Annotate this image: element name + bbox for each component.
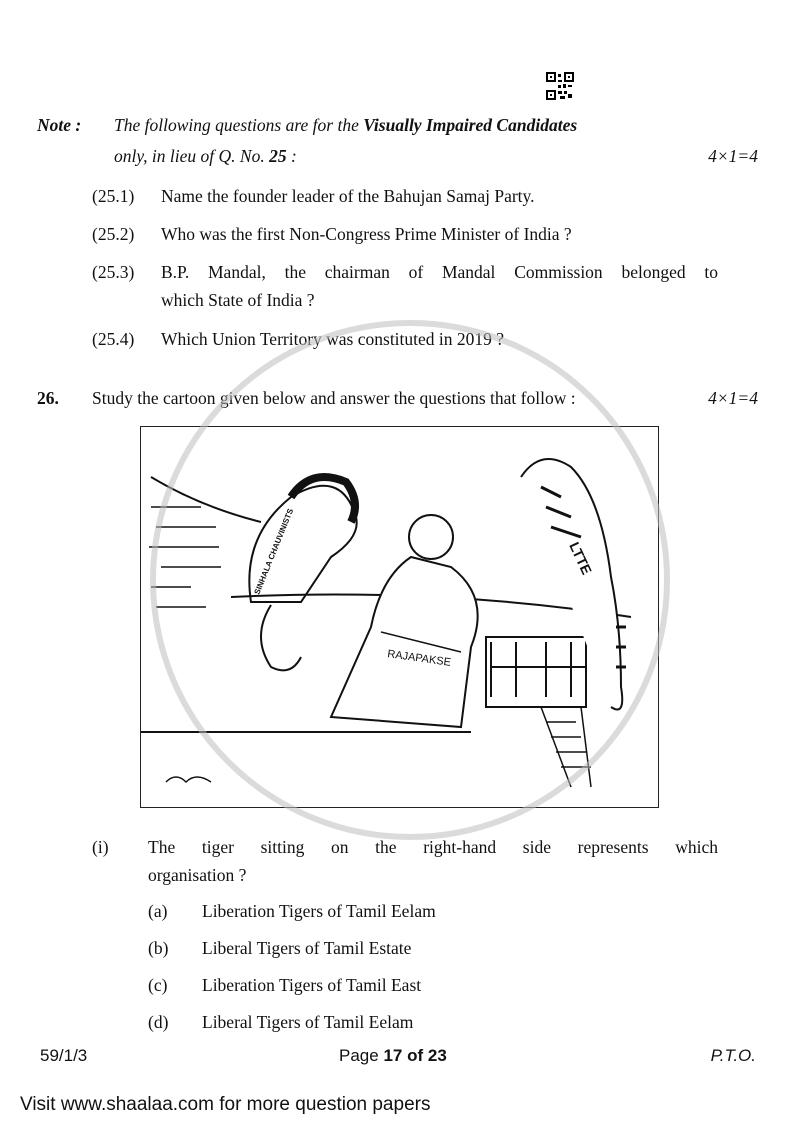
note-text: only, in lieu of Q. No.: [114, 146, 265, 166]
note-line2: [114, 146, 297, 167]
note-label: Note :: [37, 115, 82, 135]
page-of: of: [407, 1046, 424, 1065]
shaalaa-banner-link[interactable]: Visit www.shaalaa.com for more question papers: [20, 1094, 431, 1115]
option-text: Liberal Tigers of Tamil Estate: [202, 938, 412, 958]
option-label: (a): [148, 901, 168, 921]
option-text: Liberal Tigers of Tamil Eelam: [202, 1012, 414, 1032]
cartoon-label-sinhala: SINHALA CHAUVINISTS: [252, 507, 296, 596]
question-text: Name the founder leader of the Bahujan Samaj Party.: [161, 186, 535, 206]
page-label: Page: [339, 1046, 379, 1065]
question-number: (25.3): [92, 262, 135, 282]
sub-question-number: (i): [92, 837, 109, 857]
option-label: (c): [148, 975, 168, 995]
note-text: :: [290, 146, 297, 166]
sub-question-text-cont: organisation ?: [148, 865, 247, 885]
note-line1: [114, 115, 577, 136]
question-number: (25.2): [92, 224, 135, 244]
option-label: (b): [148, 938, 169, 958]
cartoon-drawing: [141, 427, 658, 807]
question-26-number: 26.: [37, 388, 59, 408]
option-label: (d): [148, 1012, 169, 1032]
note-text: The following questions are for the: [114, 115, 359, 135]
question-number: (25.4): [92, 329, 135, 349]
note-qno: 25: [269, 146, 287, 166]
question-text: Who was the first Non-Congress Prime Minister of India ?: [161, 224, 572, 244]
political-cartoon: [140, 426, 659, 808]
question-text-cont: which State of India ?: [161, 290, 315, 310]
paper-code: 59/1/3: [40, 1046, 88, 1065]
note-emphasis: Visually Impaired Candidates: [363, 115, 578, 135]
question-text: B.P. Mandal, the chairman of Mandal Commission belonged to: [161, 262, 718, 282]
question-number: (25.1): [92, 186, 135, 206]
page-number: [339, 1046, 447, 1066]
question-text: Which Union Territory was constituted in 2019 ?: [161, 329, 505, 349]
note-marks: 4×1=4: [708, 146, 758, 166]
question-26-text: Study the cartoon given below and answer the questions that follow :: [92, 388, 576, 408]
page-total: 23: [427, 1046, 447, 1065]
pto-text: P.T.O.: [710, 1046, 756, 1065]
cartoon-label-rajapakse: RAJAPAKSE: [386, 648, 452, 669]
page-current: 17: [383, 1046, 403, 1065]
question-26-marks: 4×1=4: [708, 388, 758, 408]
qr-code-icon: [546, 72, 574, 100]
option-text: Liberation Tigers of Tamil East: [202, 975, 422, 995]
cartoon-label-ltte: LTTE: [566, 539, 596, 578]
option-text: Liberation Tigers of Tamil Eelam: [202, 901, 436, 921]
sub-question-text: The tiger sitting on the right-hand side represents which: [148, 837, 718, 857]
